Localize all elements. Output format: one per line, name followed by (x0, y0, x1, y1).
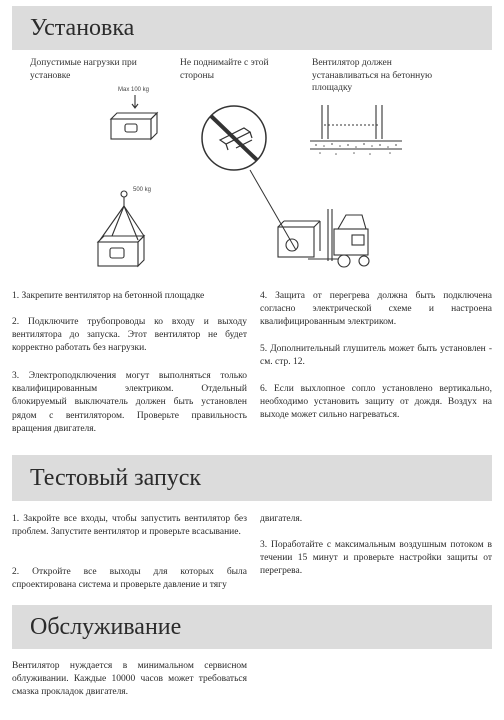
installation-step-2: 2. Подключите трубопроводы ко входу и выходу вентилятора до запуска. Этот вентилятор не будет корректно работать без нагрузки. (12, 317, 247, 354)
test-run-step-2: 2. Откройте все выходы для которых была спроектирована система и проверьте давление и тягу (12, 567, 247, 591)
section-header-maintenance (12, 605, 492, 649)
installation-step-6: 6. Если выхлопное сопло установлено вертикально, необходимо установить защиту от дождя. Воздух на выходе может сильно нагреваться. (260, 384, 492, 421)
test-run-step-2-continued: двигателя. (260, 514, 303, 524)
installation-step-4: 4. Защита от перегрева должна быть подключена согласно электрической схеме и настроена квалифицированным электриком. (260, 291, 492, 328)
test-run-step-1: 1. Закройте все входы, чтобы запустить вентилятор без проблем. Запустите вентилятор и проверьте всасывание. (12, 514, 247, 538)
section-title: Тестовый запуск (30, 465, 202, 491)
forklift-illustration (268, 205, 378, 275)
section-title: Обслуживание (30, 614, 182, 640)
installation-step-5: 5. Дополнительный глушитель может быть установлен - см. стр. 12. (260, 344, 492, 368)
load-limit-illustration (105, 93, 165, 153)
caption-concrete: Вентилятор должен устанавливаться на бетонную площадку (312, 58, 433, 93)
test-run-step-3: 3. Поработайте с максимальным воздушным потоком в течении 15 минут и проверьте настройки защиты от перегрева. (260, 540, 492, 577)
maintenance-text: Вентилятор нуждается в минимальном сервисном облуживании. Каждые 10000 часов может требоваться смазка прокладок двигателя. (12, 661, 247, 698)
installation-step-3: 3. Электроподключения могут выполняться только квалифицированным электриком. Отдельный блокируемый выключатель должен быть установлен рядом с вентилятором. Проверьте правильность вращения двигателя. (12, 371, 247, 434)
section-header-test-run (12, 455, 492, 501)
caption-loads: Допустимые нагрузки при установке (30, 58, 137, 81)
concrete-pad-illustration (310, 95, 410, 175)
section-title: Установка (30, 15, 135, 41)
installation-step-1: 1. Закрепите вентилятор на бетонной площадке (12, 291, 205, 301)
section-header-installation (12, 6, 492, 50)
caption-no-lift: Не поднимайте с этой стороны (180, 58, 269, 81)
label-max-load: Max 100 kg (118, 87, 150, 93)
crane-lift-illustration (92, 188, 162, 270)
label-500kg: 500 kg (133, 187, 152, 193)
